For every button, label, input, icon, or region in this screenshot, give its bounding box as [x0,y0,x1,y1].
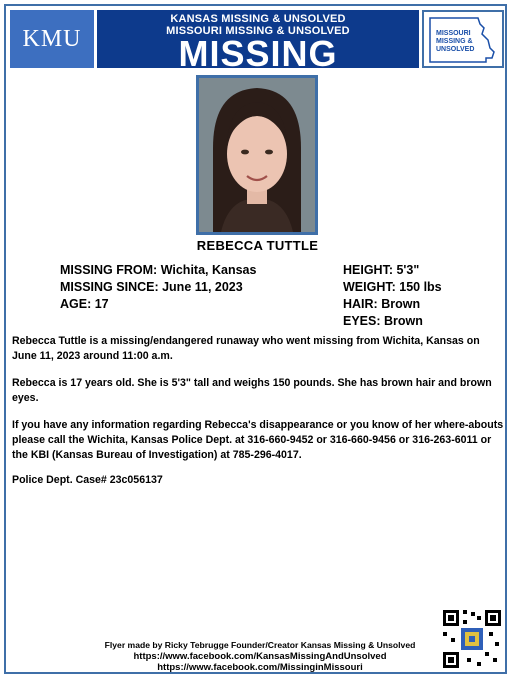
banner-line-missouri: MISSOURI MISSING & UNSOLVED [166,25,350,37]
banner-title: MISSING [178,33,338,68]
header [8,8,506,70]
qr-code[interactable] [441,608,503,670]
age: AGE: 17 [60,297,109,311]
height: HEIGHT: 5'3" [343,263,420,277]
facebook-link-missouri[interactable]: https://www.facebook.com/MissinginMissouri [157,662,363,673]
case-number: Police Dept. Case# 23c056137 [12,474,163,486]
person-name: REBECCA TUTTLE [196,238,319,253]
missouri-logo-text [436,30,474,54]
eyes: EYES: Brown [343,314,423,328]
banner-line-kansas: KANSAS MISSING & UNSOLVED [170,13,346,25]
missouri-logo-line3: UNSOLVED [436,46,475,53]
kmu-logo-text: KMU [22,25,82,52]
physical-description-paragraph: Rebecca is 17 years old. She is 5'3" tall and weighs 150 pounds. She has brown hair and brown eyes. [12,377,492,404]
flyer-credit: Flyer made by Ricky Tebrugge Founder/Creator Kansas Missing & Unsolved [104,640,416,650]
missouri-logo-line1: MISSOURI [436,30,471,37]
weight: WEIGHT: 150 lbs [343,280,442,294]
missouri-logo-line2: MISSING & [436,38,473,45]
missing-banner [97,10,419,68]
facts-left [60,262,256,313]
facts-right [343,262,442,330]
missouri-logo [422,10,504,68]
missing-from: MISSING FROM: Wichita, Kansas [60,263,257,277]
facebook-link-kansas[interactable]: https://www.facebook.com/KansasMissingAndUnsolved [133,651,387,662]
footer [60,640,460,673]
description-paragraph: Rebecca Tuttle is a missing/endangered runaway who went missing from Wichita, Kansas on June 11, 2023 around 11:00 a.m. [12,335,480,362]
missing-person-photo [196,75,318,235]
person-portrait-icon [199,78,315,232]
kmu-logo [10,10,94,68]
hair: HAIR: Brown [343,297,421,311]
qr-code-icon [441,608,503,670]
contact-paragraph: If you have any information regarding Rebecca's disappearance or you know of her where-abouts please call the Wichita, Kansas Police Dept. at 316-660-9452 or 316-660-9456 or 316-263-6011 or the KBI (Kansas Bureau of Investigation) at 785-296-4017. [12,419,504,461]
missing-since: MISSING SINCE: June 11, 2023 [60,280,243,294]
